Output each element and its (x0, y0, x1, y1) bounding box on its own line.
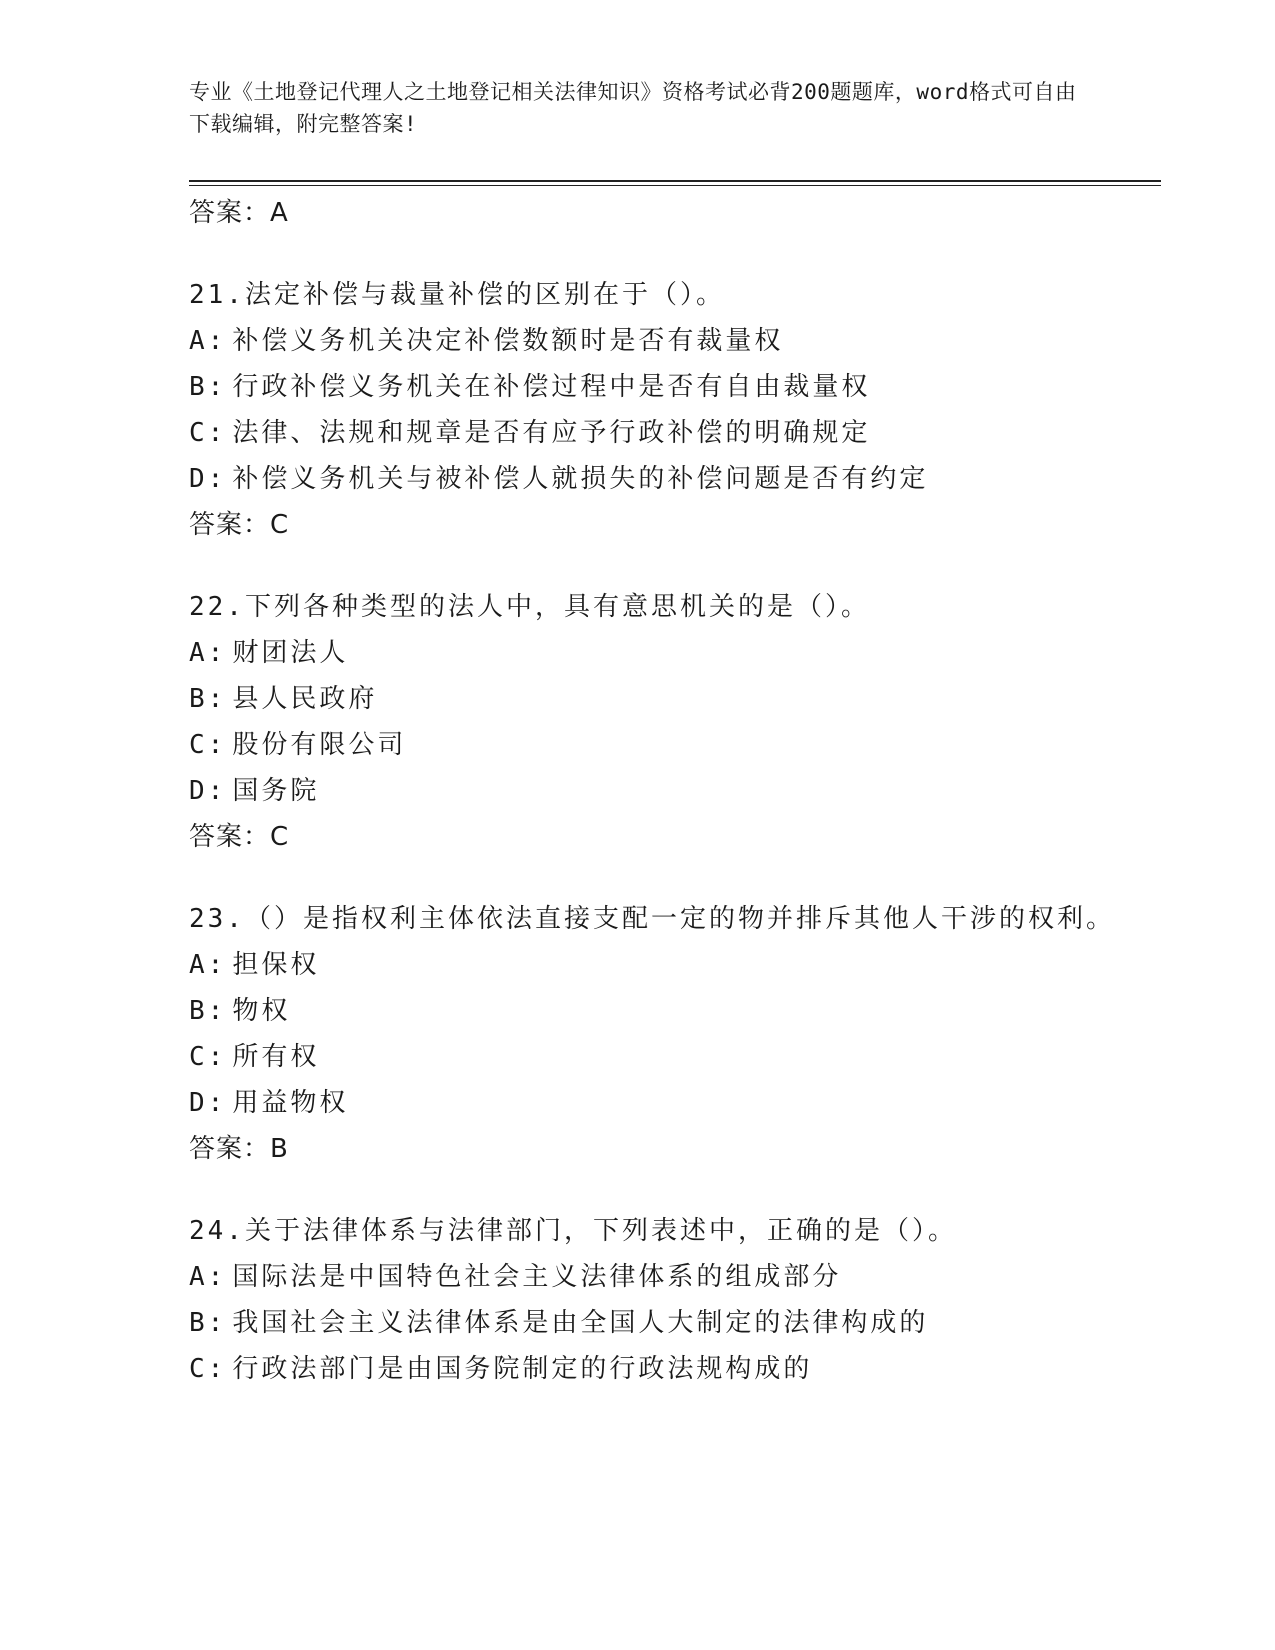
option-text: 县人民政府 (232, 684, 378, 714)
answer-line: 答案：B (189, 1134, 289, 1164)
option-item (189, 1300, 1149, 1346)
option-item (189, 1346, 1149, 1392)
option-text: 财团法人 (232, 638, 349, 668)
question-text: 23.（）是指权利主体依法直接支配一定的物并排斥其他人干涉的权利。 (189, 904, 1115, 934)
question-list (189, 190, 1149, 1428)
question-block (189, 272, 1149, 548)
option-item (189, 1034, 1149, 1080)
question-block (189, 1208, 1149, 1392)
option-item (189, 768, 1149, 814)
option-key: C: (189, 730, 227, 760)
option-text: 行政法部门是由国务院制定的行政法规构成的 (232, 1354, 813, 1384)
document-header: 专业《土地登记代理人之土地登记相关法律知识》资格考试必背200题题库，word格式可自由下载编辑，附完整答案! (189, 80, 1077, 136)
option-item (189, 1080, 1149, 1126)
questions-container (189, 272, 1149, 1392)
option-item (189, 318, 1149, 364)
option-key: B: (189, 996, 227, 1026)
option-key: A: (189, 950, 227, 980)
option-key: A: (189, 1262, 227, 1292)
option-key: B: (189, 1308, 227, 1338)
header-divider (189, 180, 1161, 182)
option-item (189, 1254, 1149, 1300)
option-item (189, 942, 1149, 988)
option-item (189, 988, 1149, 1034)
option-key: A: (189, 638, 227, 668)
answer-line: 答案：A (189, 198, 289, 228)
option-text: 我国社会主义法律体系是由全国人大制定的法律构成的 (232, 1308, 929, 1338)
option-item (189, 456, 1149, 502)
option-text: 股份有限公司 (232, 730, 407, 760)
option-key: D: (189, 776, 227, 806)
option-text: 担保权 (232, 950, 320, 980)
option-item (189, 364, 1149, 410)
option-item (189, 630, 1149, 676)
question-text: 24.关于法律体系与法律部门，下列表述中，正确的是（）。 (189, 1216, 957, 1246)
header-divider-thin (189, 185, 1161, 186)
option-text: 国务院 (232, 776, 320, 806)
option-key: D: (189, 1088, 227, 1118)
answer-line: 答案：C (189, 822, 290, 852)
option-text: 所有权 (232, 1042, 320, 1072)
option-key: B: (189, 372, 227, 402)
option-key: C: (189, 1354, 227, 1384)
question-text: 22.下列各种类型的法人中，具有意思机关的是（）。 (189, 592, 870, 622)
option-text: 补偿义务机关决定补偿数额时是否有裁量权 (232, 326, 784, 356)
option-item (189, 722, 1149, 768)
option-text: 用益物权 (232, 1088, 349, 1118)
option-key: C: (189, 1042, 227, 1072)
answer-line: 答案：C (189, 510, 290, 540)
option-key: A: (189, 326, 227, 356)
option-item (189, 410, 1149, 456)
option-text: 补偿义务机关与被补偿人就损失的补偿问题是否有约定 (232, 464, 929, 494)
option-text: 国际法是中国特色社会主义法律体系的组成部分 (232, 1262, 842, 1292)
question-block (189, 584, 1149, 860)
option-key: D: (189, 464, 227, 494)
option-item (189, 676, 1149, 722)
option-text: 法律、法规和规章是否有应予行政补偿的明确规定 (232, 418, 871, 448)
question-block (189, 896, 1149, 1172)
option-key: B: (189, 684, 227, 714)
option-text: 物权 (232, 996, 291, 1026)
option-key: C: (189, 418, 227, 448)
option-text: 行政补偿义务机关在补偿过程中是否有自由裁量权 (232, 372, 871, 402)
question-text: 21.法定补偿与裁量补偿的区别在于（）。 (189, 280, 725, 310)
